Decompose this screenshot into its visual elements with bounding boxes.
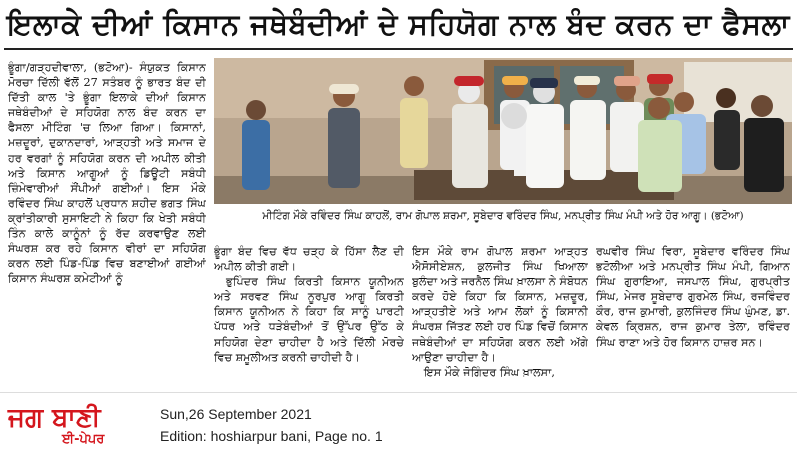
photo-caption: ਮੀਟਿੰਗ ਮੌਕੇ ਰਵਿੰਦਰ ਸਿੰਘ ਕਾਹਲੋਂ, ਰਾਮ ਗੋਪਾਲ ਸ਼ਰਮਾ, ਸੂਬੇਦਾਰ ਵਰਿੰਦਰ ਸਿੰਘ, ਮਨਪ੍ਰੀਤ ਸਿੰਘ ਮੰਪੀ ਅਤੇ ਹੋਰ ਆਗੂ। (ਭਟੋਆ) [262, 210, 744, 222]
article-column-3 [412, 244, 588, 390]
article-paragraph: ਇਸ ਮੌਕੇ ਰਾਮ ਗੋਪਾਲ ਸ਼ਰਮਾ ਆੜ੍ਹਤ ਐਸੋਸੀਏਸ਼ਨ, ਕੁਲਜੀਤ ਸਿੰਘ ਖਿਆਲਾ ਬੁਲੰਦਾ ਅਤੇ ਜਰਨੈਲ ਸਿੰਘ ਖ਼ਾਲਸਾ ਨੇ ਸੰਬੋਧਨ ਕਰਦੇ ਹੋਏ ਕਿਹਾ ਕਿ ਕਿਸਾਨ, ਮਜ਼ਦੂਰ, ਆੜ੍ਹਤੀਏ ਅਤੇ ਆਮ ਲੋਕਾਂ ਨੂੰ ਕਿਸਾਨੀ ਸੰਘਰਸ਼ ਜਿੱਤਣ ਲਈ ਹਰ ਪਿੰਡ ਵਿਚੋਂ ਕਿਸਾਨ ਜਥੇਬੰਦੀਆਂ ਦਾ ਸਹਿਯੋਗ ਕਰਨ ਲਈ ਅੱਗੇ ਆਉਣਾ ਚਾਹੀਦਾ ਹੈ। [412, 245, 588, 364]
article-paragraph: ਰਘਵੀਰ ਸਿੰਘ ਵਿਰਾ, ਸੂਬੇਦਾਰ ਵਰਿੰਦਰ ਸਿੰਘ ਭਟੋਲੀਆ ਅਤੇ ਮਨਪ੍ਰੀਤ ਸਿੰਘ ਮੰਪੀ, ਗਿਆਨ ਸਿੰਘ ਗੁਰਾਇਆ, ਜਸਪਾਲ ਸਿੰਘ, ਗੁਰਪ੍ਰੀਤ ਸਿੰਘ, ਮੇਜਰ ਸੂਬੇਦਾਰ ਗੁਰਮੇਲ ਸਿੰਘ, ਰਜਵਿੰਦਰ ਕੌਰ, ਰਾਜ ਕੁਮਾਰੀ, ਕੁਲਜਿੰਦਰ ਸਿੰਘ ਘੁੰਮਣ, ਡਾ. ਕੇਵਲ ਕ੍ਰਿਸ਼ਨ, ਰਾਜ ਕੁਮਾਰ ਤੇਲਾ, ਰਵਿੰਦਰ ਸਿੰਘ ਰਾਣਾ ਅਤੇ ਹੋਰ ਕਿਸਾਨ ਹਾਜ਼ਰ ਸਨ। [596, 245, 790, 349]
svg-text:ਈ-ਪੇਪਰ: ਈ-ਪੇਪਰ [62, 432, 105, 446]
article-paragraph: ਭੂੰਗਾ/ਗੜ੍ਹਦੀਵਾਲਾ, (ਭਟੋਆ)- ਸੰਯੁਕਤ ਕਿਸਾਨ ਮੋਰਚਾ ਦਿੱਲੀ ਵੱਲੋਂ 27 ਸਤੰਬਰ ਨੂੰ ਭਾਰਤ ਬੰਦ ਦੀ ਦਿੱਤੀ ਕਾਲ 'ਤੇ ਭੂੰਗਾ ਇਲਾਕੇ ਦੀਆਂ ਕਿਸਾਨ ਜਥੇਬੰਦੀਆਂ ਦੇ ਸਹਿਯੋਗ ਨਾਲ ਬੰਦ ਕਰਨ ਦਾ ਫੈਸਲਾ ਮੀਟਿੰਗ 'ਚ ਲਿਆ ਗਿਆ। ਕਿਸਾਨਾਂ, ਮਜ਼ਦੂਰਾਂ, ਦੁਕਾਨਦਾਰਾਂ, ਆੜ੍ਹਤੀ ਅਤੇ ਸਮਾਜ ਦੇ ਹਰ ਵਰਗਾਂ ਨੂੰ ਸਹਿਯੋਗ ਕਰਨ ਦੀ ਅਪੀਲ ਕੀਤੀ ਅਤੇ ਕਿਸਾਨ ਆਗੂਆਂ ਨੂੰ ਡਿਊਟੀ ਸਬੰਧੀ ਜ਼ਿੰਮੇਵਾਰੀਆਂ ਸੌਂਪੀਆਂ ਗਈਆਂ। ਇਸ ਮੌਕੇ ਰਵਿੰਦਰ ਸਿੰਘ ਕਾਹਲੋਂ ਪ੍ਰਧਾਨ ਸ਼ਹੀਦ ਭਗਤ ਸਿੰਘ ਕ੍ਰਾਂਤੀਕਾਰੀ ਸੁਸਾਇਟੀ ਨੇ ਕਿਹਾ ਕਿ ਖੇਤੀ ਸਬੰਧੀ ਤਿੰਨ ਕਾਲੇ ਕਾਨੂੰਨਾਂ ਨੂੰ ਰੱਦ ਕਰਵਾਉਣ ਲਈ ਸੰਘਰਸ਼ ਕਰ ਰਹੇ ਕਿਸਾਨ ਵੀਰਾਂ ਦਾ ਸਹਿਯੋਗ ਕਰਨ ਲਈ ਪਿੰਡ-ਪਿੰਡ ਵਿਚ ਬਣਾਈਆਂ ਗਈਆਂ ਕਿਸਾਨ ਸੰਘਰਸ਼ ਕਮੇਟੀਆਂ ਨੂੰ [8, 61, 206, 286]
article-column-2 [214, 244, 404, 390]
article-column-4 [596, 244, 790, 390]
edition-date: Sun,26 September 2021 [160, 406, 312, 422]
article-paragraph: ਇਸ ਮੌਕੇ ਜੋਗਿੰਦਰ ਸਿੰਘ ਖ਼ਾਲਸਾ, [424, 365, 555, 379]
jagbani-logo [6, 400, 156, 446]
headline-rule [4, 48, 793, 50]
meeting-photo [214, 58, 792, 204]
article-paragraph: ਭੂੰਗਾ ਬੰਦ ਵਿਚ ਵੱਧ ਚੜ੍ਹ ਕੇ ਹਿੱਸਾ ਲੈਣ ਦੀ ਅਪੀਲ ਕੀਤੀ ਗਈ। [214, 245, 404, 274]
edition-info: Edition: hoshiarpur bani, Page no. 1 [160, 428, 383, 444]
svg-text:ਜਗ ਬਾਣੀ: ਜਗ ਬਾਣੀ [8, 403, 101, 433]
article-headline: ਇਲਾਕੇ ਦੀਆਂ ਕਿਸਾਨ ਜਥੇਬੰਦੀਆਂ ਦੇ ਸਹਿਯੋਗ ਨਾਲ ਬੰਦ ਕਰਨ ਦਾ ਫੈਸਲਾ [7, 7, 790, 41]
article-paragraph: ਭੁਪਿੰਦਰ ਸਿੰਘ ਕਿਰਤੀ ਕਿਸਾਨ ਯੂਨੀਅਨ ਅਤੇ ਸਰਵਣ ਸਿੰਘ ਨੂਰਪੁਰ ਆਗੂ ਕਿਰਤੀ ਕਿਸਾਨ ਯੂਨੀਅਨ ਨੇ ਕਿਹਾ ਕਿ ਸਾਨੂੰ ਪਾਰਟੀ ਪੱਧਰ ਅਤੇ ਧੜੇਬੰਦੀਆਂ ਤੋਂ ਉੱਪਰ ਉੱਠ ਕੇ ਸਹਿਯੋਗ ਦੇਣਾ ਚਾਹੀਦਾ ਹੈ ਅਤੇ ਦਿੱਲੀ ਮੋਰਚੇ ਵਿਚ ਸ਼ਮੂਲੀਅਤ ਕਰਨੀ ਚਾਹੀਦੀ ਹੈ। [214, 275, 404, 364]
article-column-1 [8, 60, 206, 390]
